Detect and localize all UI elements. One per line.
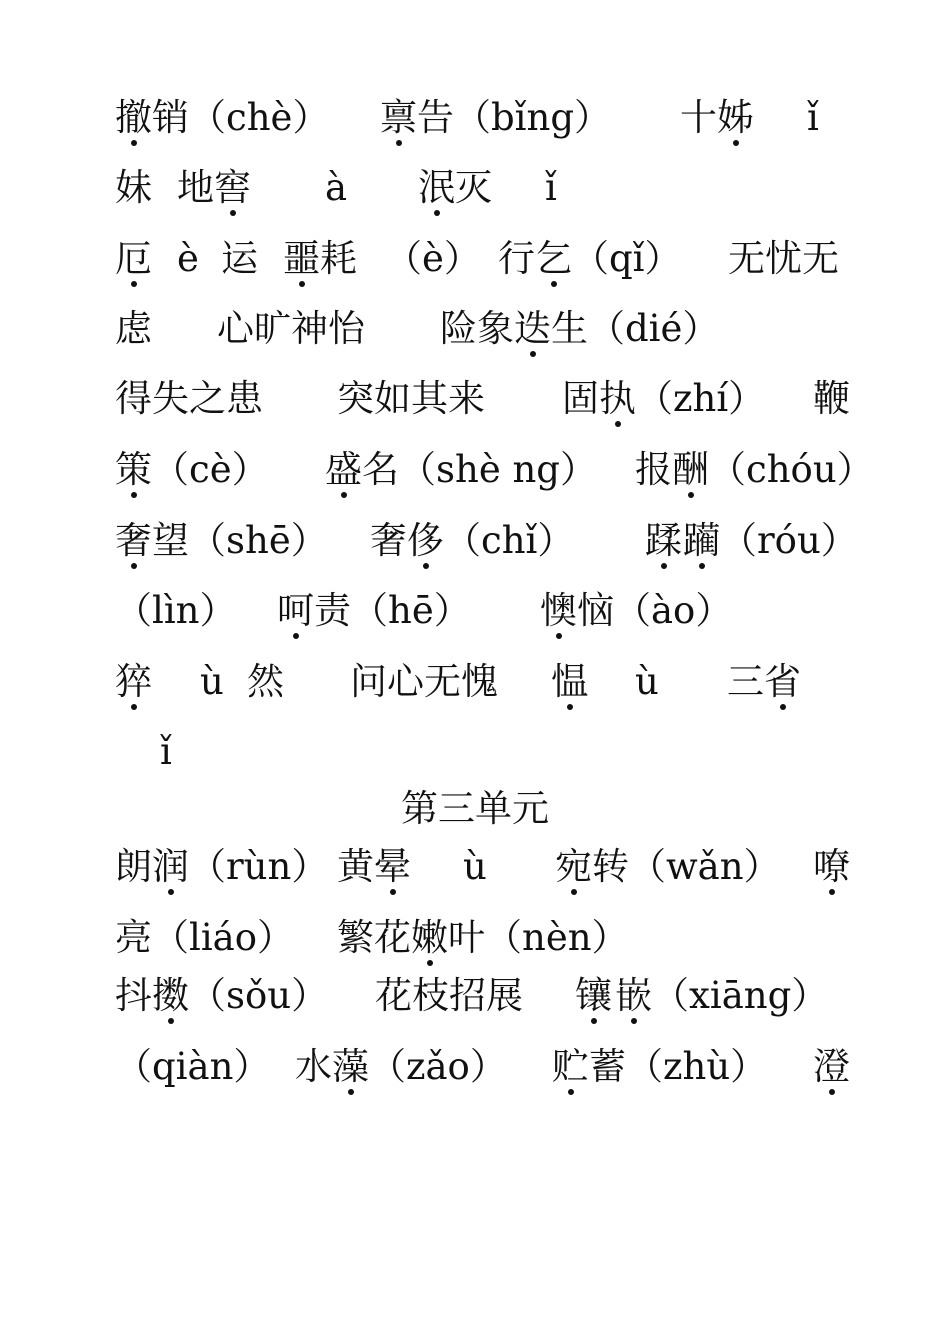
vocab-entry (545, 158, 557, 218)
vocab-entry (115, 837, 328, 897)
entry-text: 责（hē） (314, 589, 471, 632)
entry-text: 心旷神怡 (217, 307, 365, 350)
vocab-entry (552, 1037, 767, 1097)
dotted-char: 执 (599, 369, 636, 429)
entry-text: 花枝招展 (375, 974, 523, 1017)
vocab-entry (385, 229, 481, 289)
text-line (115, 511, 858, 571)
dotted-char: 宛 (555, 837, 592, 897)
dotted-char: 晕 (374, 837, 411, 897)
vocab-entry (540, 581, 732, 641)
entry-text: 地 (177, 166, 214, 209)
text-line (115, 1037, 855, 1097)
vocab-entry (337, 908, 629, 968)
vocab-entry (807, 88, 819, 148)
entry-text: 生（dié） (551, 307, 720, 350)
vocab-entry (575, 966, 612, 1026)
dotted-char: 嘹 (813, 837, 850, 897)
text-line (115, 837, 855, 897)
vocab-entry (277, 581, 471, 641)
dotted-char: 呵 (277, 581, 314, 641)
dotted-char: 窖 (214, 158, 251, 218)
dotted-char: 策 (115, 440, 152, 500)
entry-text: 奢 (370, 519, 407, 562)
vocab-entry (217, 299, 365, 359)
dotted-char: 撤 (115, 88, 152, 148)
entry-text: è (177, 237, 199, 280)
vocab-entry (337, 837, 411, 897)
vocab-entry (680, 88, 754, 148)
vocab-entry (635, 440, 874, 500)
text-line (115, 652, 855, 712)
dotted-char: 嵌 (615, 966, 652, 1026)
vocab-entry (283, 229, 357, 289)
entry-text: 运 (221, 237, 258, 280)
dotted-char: 藻 (332, 1037, 369, 1097)
dotted-char: 盛 (325, 440, 362, 500)
dotted-char: 嫩 (411, 908, 448, 968)
vocab-entry (813, 837, 850, 897)
vocab-entry (160, 722, 172, 782)
vocab-entry (115, 299, 152, 359)
vocab-entry (115, 511, 328, 571)
entry-text: 妹 (115, 166, 152, 209)
dotted-char: 蹂 (645, 511, 682, 571)
vocab-entry (463, 837, 487, 897)
entry-text: 告（bǐng） (417, 96, 612, 139)
entry-text: 抖 (115, 974, 152, 1017)
vocab-entry (115, 158, 152, 218)
vocab-entry (295, 1037, 507, 1097)
vocab-entry (115, 966, 328, 1026)
vocab-entry (177, 229, 199, 289)
vocab-entry (115, 1037, 270, 1097)
entry-text: 繁花 (337, 916, 411, 959)
dotted-char: 奢 (115, 511, 152, 571)
vocab-entry (498, 229, 682, 289)
vocab-entry (645, 511, 682, 571)
dotted-char: 愠 (551, 652, 588, 712)
vocab-entry (115, 229, 152, 289)
dotted-char: 躏 (683, 511, 720, 571)
entry-text: ù (635, 660, 659, 703)
entry-text: 固 (562, 377, 599, 420)
entry-text: 行 (498, 237, 535, 280)
dotted-char: 泯 (418, 158, 455, 218)
entry-text: 得失之患 (115, 377, 263, 420)
entry-text: 突如其来 (337, 377, 485, 420)
dotted-char: 擞 (152, 966, 189, 1026)
entry-text: 蓄（zhù） (589, 1045, 768, 1088)
entry-text: 水 (295, 1045, 332, 1088)
vocab-entry (380, 88, 611, 148)
dotted-char: 贮 (552, 1037, 589, 1097)
entry-text: ǐ (160, 730, 172, 773)
text-line (115, 440, 874, 500)
text-line (115, 722, 855, 782)
dotted-char: 禀 (380, 88, 417, 148)
vocab-entry (247, 652, 284, 712)
entry-text: （chóu） (709, 448, 874, 491)
vocab-entry (221, 229, 258, 289)
dotted-char: 乞 (535, 229, 572, 289)
dotted-char: 侈 (407, 511, 444, 571)
vocab-entry (440, 299, 719, 359)
entry-text: 十 (680, 96, 717, 139)
text-line (115, 581, 855, 641)
entry-text: （zhí） (636, 377, 766, 420)
entry-text: ù (200, 660, 224, 703)
entry-text: 鞭 (813, 377, 850, 420)
vocab-entry (375, 966, 523, 1026)
text-line (115, 299, 855, 359)
entry-text: （sǒu） (189, 974, 329, 1017)
vocab-entry (177, 158, 251, 218)
entry-text: （qiàn） (115, 1045, 271, 1088)
entry-text: 问心无愧 (350, 660, 498, 703)
vocab-entry (325, 440, 597, 500)
vocab-entry (813, 1037, 850, 1097)
entry-text: 亮（liáo） (115, 916, 295, 959)
entry-text: （chǐ） (444, 519, 575, 562)
entry-text: （qǐ） (572, 237, 682, 280)
entry-text: （róu） (720, 519, 858, 562)
vocab-entry (350, 652, 498, 712)
vocab-entry (200, 652, 224, 712)
vocab-entry (615, 966, 828, 1026)
dotted-char: 省 (764, 652, 801, 712)
entry-text: ù (463, 845, 487, 888)
entry-text: 转（wǎn） (592, 845, 781, 888)
vocab-entry (727, 652, 801, 712)
vocab-entry (115, 652, 152, 712)
entry-text: 朗 (115, 845, 152, 888)
entry-text: 销（chè） (152, 96, 330, 139)
vocab-entry (813, 369, 850, 429)
dotted-char: 猝 (115, 652, 152, 712)
entry-text: 叶（nèn） (448, 916, 629, 959)
section-heading: 第三单元 (401, 787, 549, 830)
vocab-entry (551, 652, 588, 712)
dotted-char: 澄 (813, 1037, 850, 1097)
text-line (115, 908, 855, 968)
entry-text: 黄 (337, 845, 374, 888)
vocab-entry (115, 88, 329, 148)
vocab-entry (562, 369, 765, 429)
vocab-entry (555, 837, 781, 897)
text-line (115, 88, 855, 148)
entry-text: （rùn） (189, 845, 329, 888)
text-line (115, 369, 855, 429)
vocab-entry (728, 229, 839, 289)
entry-text: 然 (247, 660, 284, 703)
entry-text: 灭 (455, 166, 492, 209)
vocab-entry (115, 908, 294, 968)
vocab-entry (370, 511, 574, 571)
text-line (115, 158, 855, 218)
entry-text: 无忧无 (728, 237, 839, 280)
entry-text: ǐ (807, 96, 819, 139)
dotted-char: 迭 (514, 299, 551, 359)
vocab-entry (115, 581, 237, 641)
dotted-char: 酬 (672, 440, 709, 500)
entry-text: ǐ (545, 166, 557, 209)
dotted-char: 润 (152, 837, 189, 897)
entry-text: 虑 (115, 307, 152, 350)
entry-text: à (325, 166, 348, 209)
entry-text: （zǎo） (369, 1045, 507, 1088)
entry-text: （lìn） (115, 589, 237, 632)
dotted-char: 姊 (717, 88, 754, 148)
entry-text: 望（shē） (152, 519, 328, 562)
entry-text: 名（shè ng） (362, 448, 597, 491)
dotted-char: 懊 (540, 581, 577, 641)
entry-text: （xiāng） (652, 974, 829, 1017)
text-line (115, 229, 855, 289)
vocab-entry (325, 158, 347, 218)
entry-text: 三 (727, 660, 764, 703)
vocab-entry (683, 511, 858, 571)
vocab-entry (115, 440, 269, 500)
vocab-entry (418, 158, 492, 218)
vocab-entry (337, 369, 485, 429)
text-line (115, 966, 855, 1026)
vocab-entry (115, 369, 263, 429)
entry-text: 耗 (320, 237, 357, 280)
entry-text: 险象 (440, 307, 514, 350)
dotted-char: 镶 (575, 966, 612, 1026)
entry-text: 报 (635, 448, 672, 491)
vocab-entry (635, 652, 659, 712)
dotted-char: 厄 (115, 229, 152, 289)
entry-text: （è） (385, 237, 481, 280)
entry-text: （cè） (152, 448, 269, 491)
entry-text: 恼（ào） (577, 589, 733, 632)
dotted-char: 噩 (283, 229, 320, 289)
